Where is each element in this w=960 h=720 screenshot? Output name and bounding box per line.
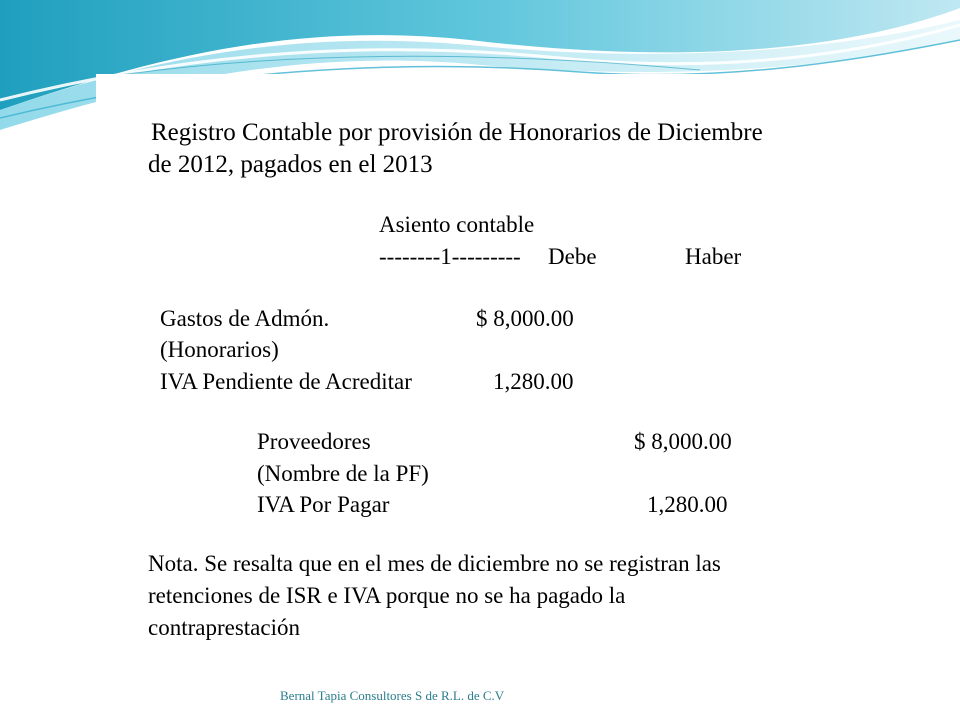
credit-account-2: (Nombre de la PF)	[257, 461, 429, 486]
credit-account-1: Proveedores	[257, 429, 371, 454]
credit-amount-3: 1,280.00	[647, 492, 728, 517]
column-header-debe: Debe	[548, 244, 597, 269]
note-line3: contraprestación	[148, 615, 300, 640]
entry-number: --------1---------	[379, 244, 521, 269]
document-panel	[96, 74, 864, 648]
debit-account-3: IVA Pendiente de Acreditar	[160, 369, 412, 394]
debit-account-2: (Honorarios)	[160, 337, 279, 362]
debit-amount-3: 1,280.00	[493, 369, 574, 394]
debit-amount-1: $ 8,000.00	[476, 306, 574, 331]
column-header-haber: Haber	[685, 244, 742, 269]
note-line2: retenciones de ISR e IVA porque no se ha pagado la	[148, 583, 626, 608]
credit-amount-1: $ 8,000.00	[634, 429, 732, 454]
credit-account-3: IVA Por Pagar	[257, 492, 390, 517]
document-title-line1: Registro Contable por provisión de Honorarios de Diciembre	[151, 119, 763, 146]
document-title-line2: de 2012, pagados en el 2013	[148, 151, 433, 178]
footer-company: Bernal Tapia Consultores S de R.L. de C.V	[280, 688, 505, 703]
note-line1: Nota. Se resalta que en el mes de diciembre no se registran las	[148, 551, 721, 576]
entry-heading: Asiento contable	[379, 212, 535, 237]
debit-account-1: Gastos de Admón.	[160, 306, 330, 331]
